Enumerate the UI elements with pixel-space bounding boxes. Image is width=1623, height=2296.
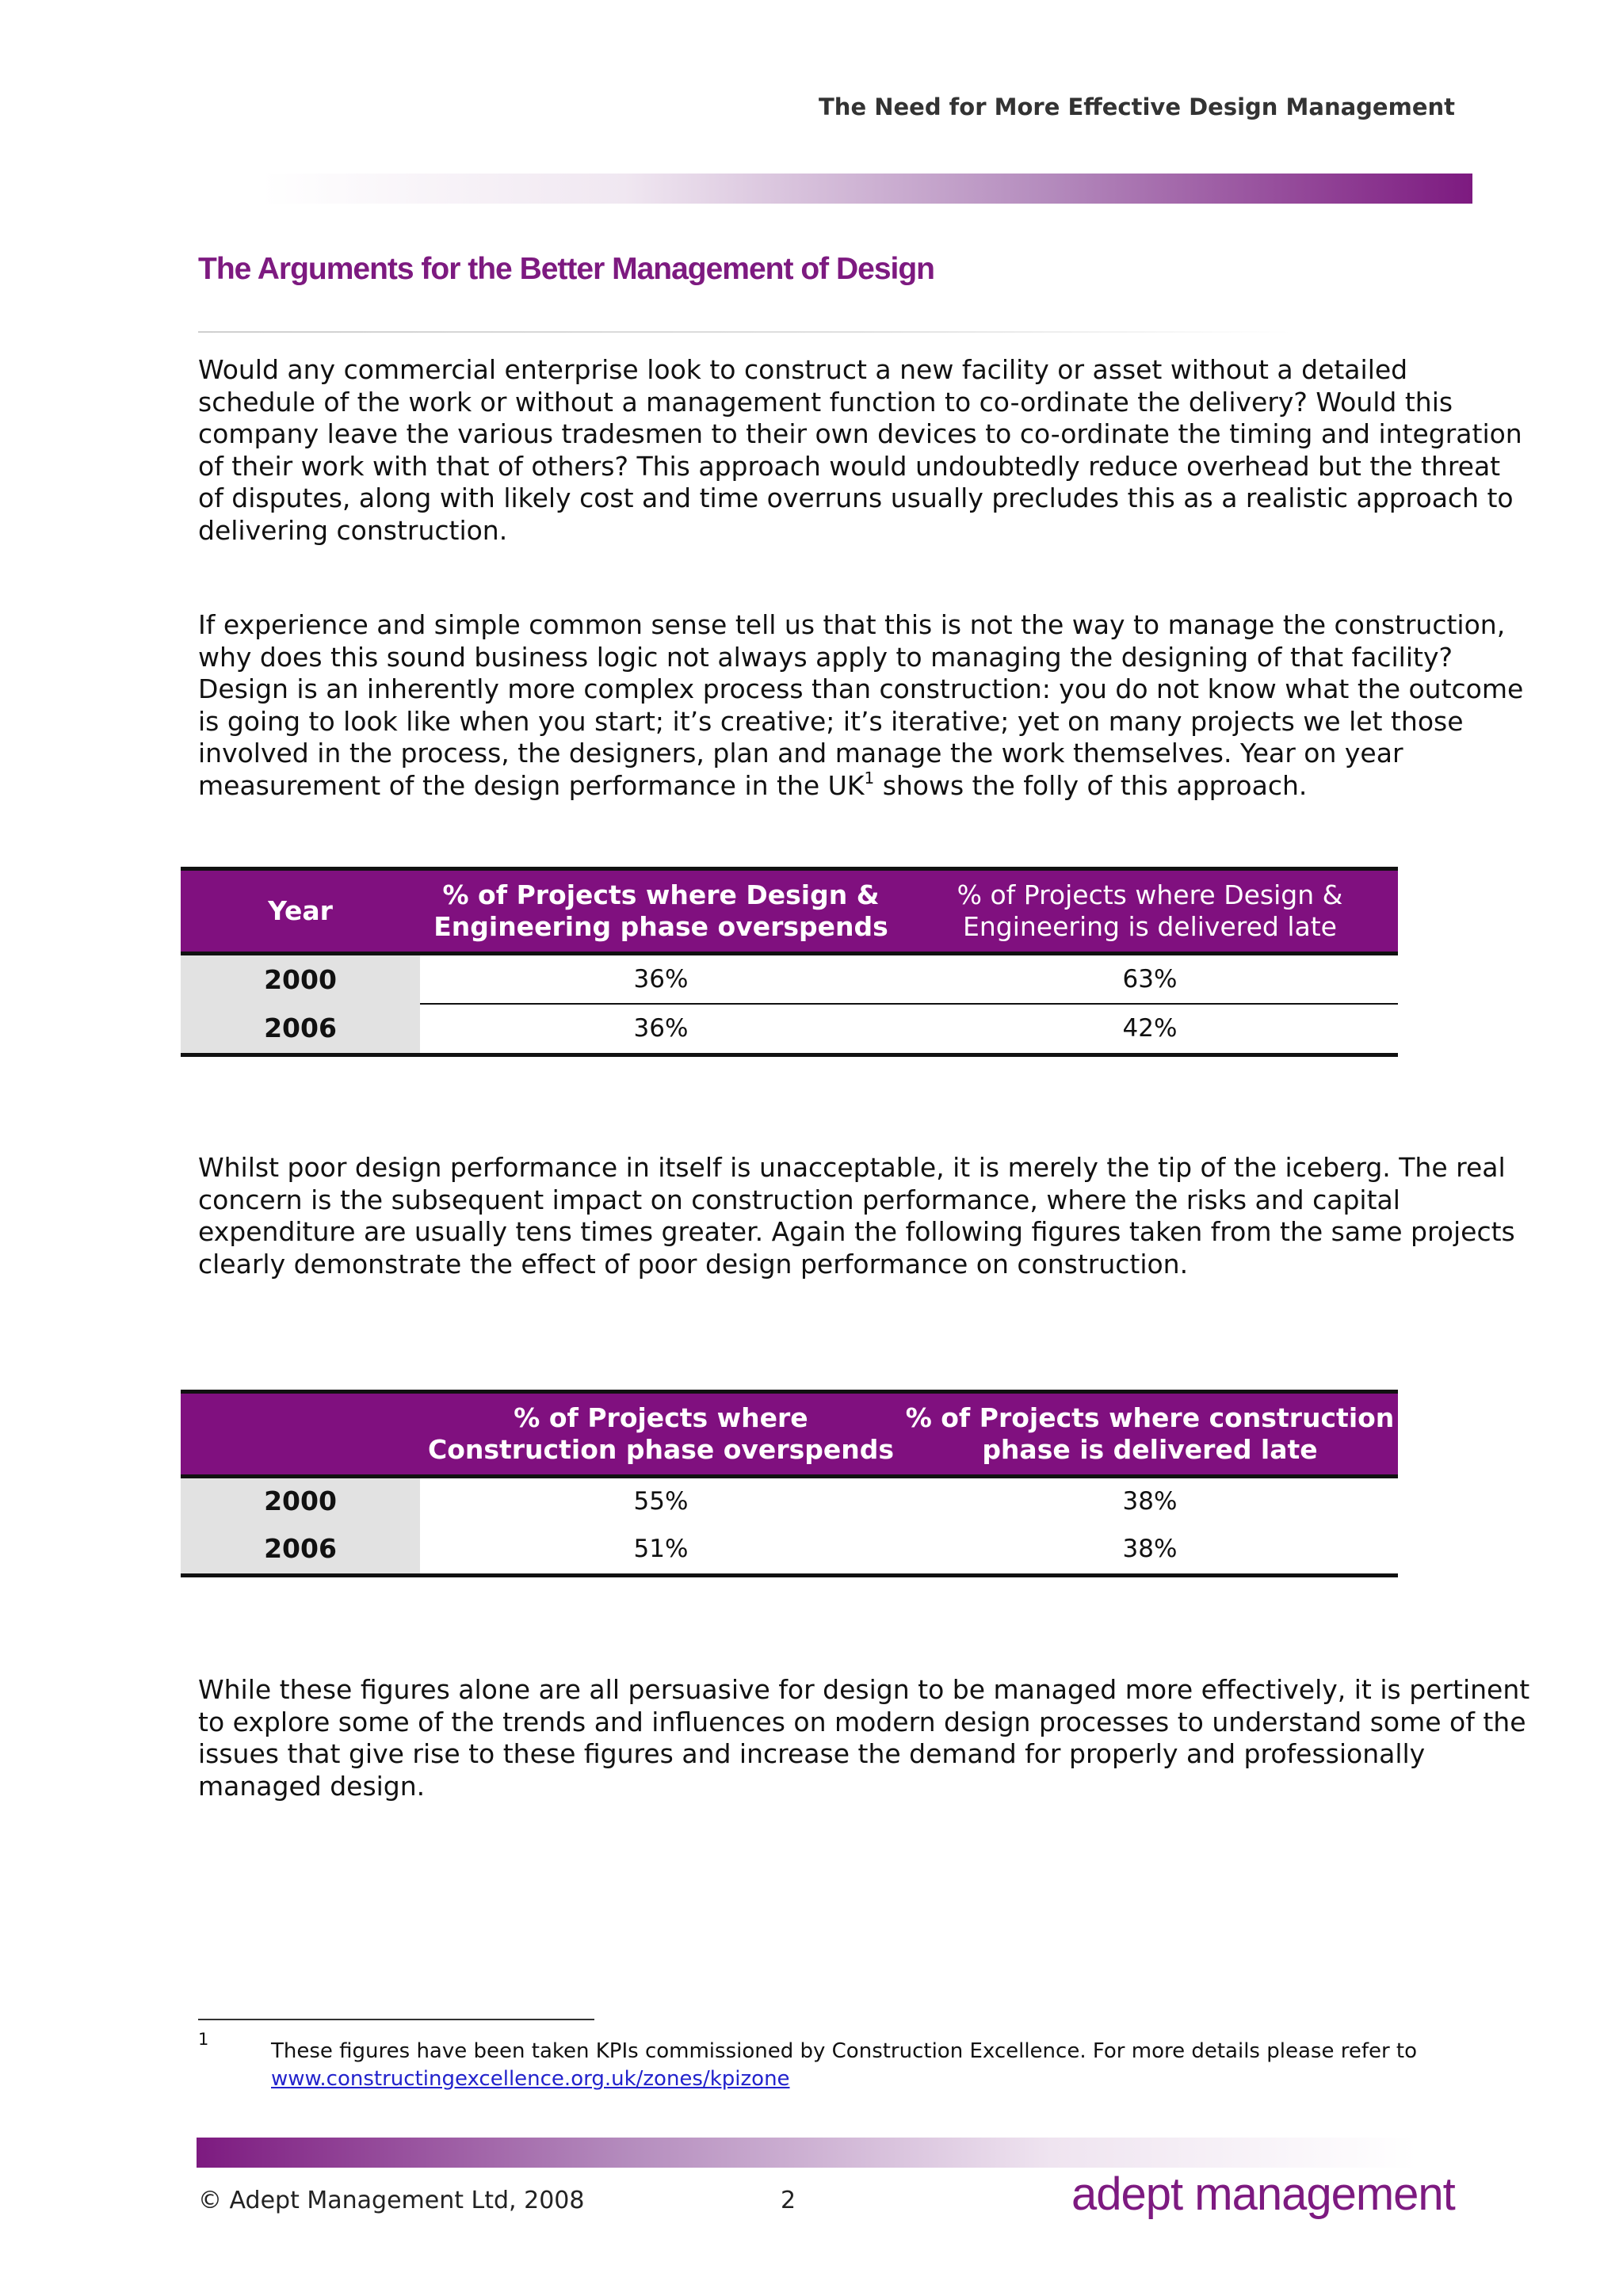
column-header-overspend: % of Projects where Construction phase overspends <box>420 1392 902 1477</box>
paragraph-text: shows the folly of this approach. <box>874 769 1308 801</box>
table-header-row <box>181 1392 1398 1477</box>
paragraph-4 <box>198 1674 1530 1802</box>
paragraph-line: of disputes, along with likely cost and time overruns usually precludes this as a realistic approach to <box>198 482 1514 513</box>
paragraph-line: clearly demonstrate the effect of poor design performance on construction. <box>198 1248 1189 1280</box>
value-cell: 63% <box>902 954 1398 1004</box>
value-cell: 38% <box>902 1524 1398 1576</box>
table-header-row <box>181 869 1398 954</box>
value-cell: 55% <box>420 1477 902 1524</box>
paragraph-line: involved in the process, the designers, plan and manage the work themselves. Year on year <box>198 738 1403 769</box>
footnote-link[interactable]: www.constructingexcellence.org.uk/zones/kpizone <box>271 2067 790 2091</box>
paragraph-2 <box>198 609 1524 802</box>
footnote-reference[interactable]: 1 <box>864 768 875 788</box>
running-header: The Need for More Effective Design Management <box>819 93 1455 120</box>
column-header-late: % of Projects where Design & Engineering is delivered late <box>902 869 1398 954</box>
table-row <box>181 954 1398 1004</box>
paragraph-line: to explore some of the trends and influences on modern design processes to understand some of the <box>198 1706 1526 1737</box>
footnote-mark: 1 <box>198 2030 209 2049</box>
paragraph-line: why does this sound business logic not always apply to managing the designing of that facility? <box>198 641 1453 673</box>
column-header-late: % of Projects where construction phase is delivered late <box>902 1392 1398 1477</box>
paragraph-3 <box>198 1152 1515 1280</box>
page-number: 2 <box>781 2187 796 2214</box>
value-cell: 42% <box>902 1004 1398 1055</box>
paragraph-line: If experience and simple common sense tell us that this is not the way to manage the construction, <box>198 609 1506 640</box>
paragraph-line: expenditure are usually tens times greater. Again the following figures taken from the same projects <box>198 1216 1515 1247</box>
paragraph-line: Design is an inherently more complex process than construction: you do not know what the outcome <box>198 673 1524 704</box>
paragraph-1 <box>198 354 1522 547</box>
year-cell: 2000 <box>181 1477 420 1524</box>
table-row <box>181 1477 1398 1524</box>
value-cell: 36% <box>420 954 902 1004</box>
section-title: The Arguments for the Better Management of Design <box>198 252 934 286</box>
footer-gradient-band <box>197 2138 1417 2168</box>
year-cell: 2000 <box>181 954 420 1004</box>
paragraph-line: of their work with that of others? This approach would undoubtedly reduce overhead but the threat <box>198 450 1501 482</box>
header-gradient-band <box>262 174 1472 204</box>
design-performance-table <box>181 867 1398 1057</box>
column-header-overspend: % of Projects where Design & Engineering phase overspends <box>420 869 902 954</box>
paragraph-line: is going to look like when you start; it’s creative; it’s iterative; yet on many projects we let those <box>198 705 1464 737</box>
paragraph-line: While these figures alone are all persuasive for design to be managed more effectively, it is pertinent <box>198 1674 1530 1705</box>
table-row <box>181 1004 1398 1055</box>
table-row <box>181 1524 1398 1576</box>
footnote-text: These figures have been taken KPIs commissioned by Construction Excellence. For more details please refer to <box>271 2039 1418 2063</box>
construction-performance-table <box>181 1390 1398 1577</box>
paragraph-line <box>198 770 1466 803</box>
paragraph-line: issues that give rise to these figures and increase the demand for properly and professionally <box>198 1738 1426 1769</box>
company-logo: adept management <box>1071 2168 1455 2220</box>
year-cell: 2006 <box>181 1004 420 1055</box>
paragraph-line: Whilst poor design performance in itself is unacceptable, it is merely the tip of the iceberg. The real <box>198 1152 1506 1183</box>
paragraph-line: Would any commercial enterprise look to construct a new facility or asset without a detailed <box>198 354 1408 385</box>
column-header-year <box>181 1392 420 1477</box>
value-cell: 36% <box>420 1004 902 1055</box>
title-divider <box>198 331 1292 333</box>
value-cell: 51% <box>420 1524 902 1576</box>
year-cell: 2006 <box>181 1524 420 1576</box>
footnote-text-block <box>271 2038 1417 2093</box>
footnote-divider <box>198 2019 594 2020</box>
value-cell: 38% <box>902 1477 1398 1524</box>
column-header-year: Year <box>181 869 420 954</box>
footer-copyright: © Adept Management Ltd, 2008 <box>198 2187 585 2214</box>
paragraph-line: concern is the subsequent impact on construction performance, where the risks and capital <box>198 1184 1400 1215</box>
paragraph-text: measurement of the design performance in the UK <box>198 769 865 801</box>
paragraph-line: company leave the various tradesmen to their own devices to co-ordinate the timing and integration <box>198 418 1522 449</box>
paragraph-line: managed design. <box>198 1770 426 1802</box>
paragraph-line: schedule of the work or without a management function to co-ordinate the delivery? Would this <box>198 386 1453 418</box>
paragraph-line: delivering construction. <box>198 514 508 546</box>
